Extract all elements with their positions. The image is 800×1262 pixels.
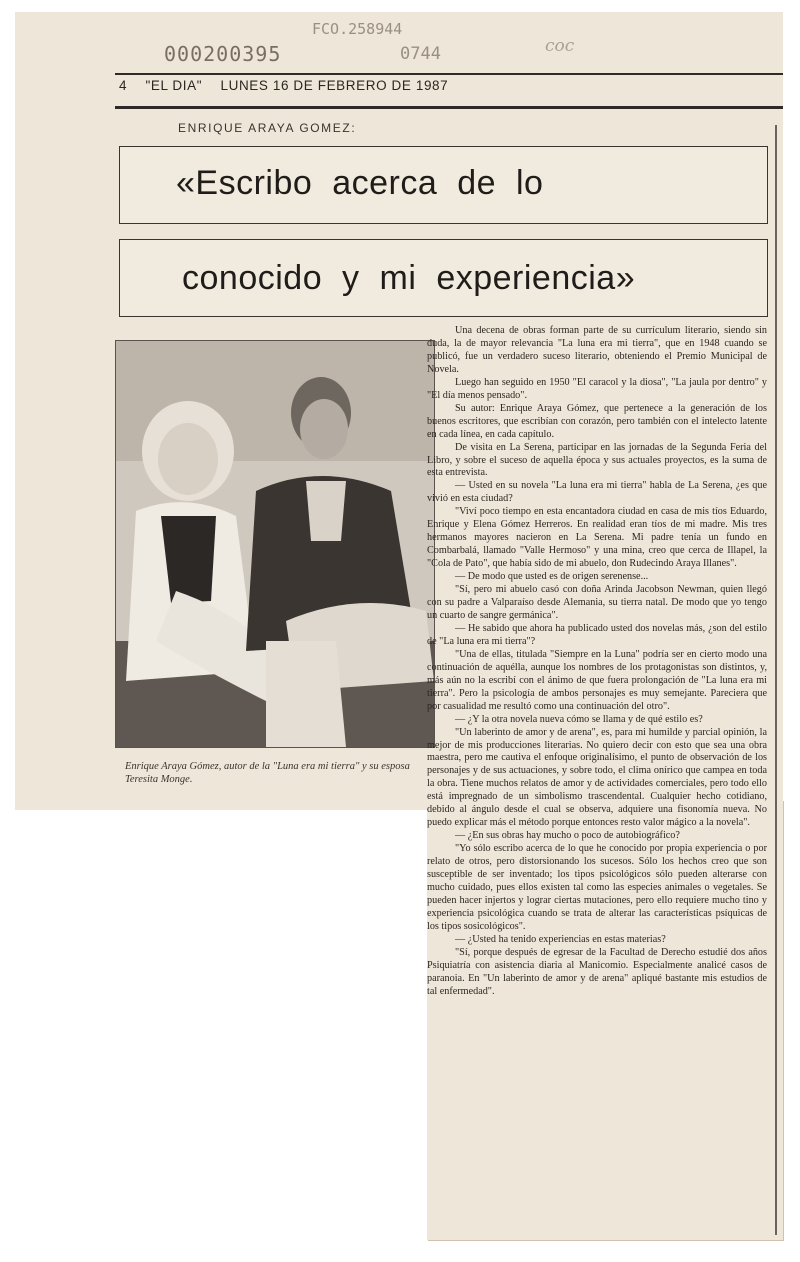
article-paragraph: "Un laberinto de amor y de arena", es, para mi humilde y parcial opinión, la mejor de mis producciones literarias. No quiero decir con esto que sea una obra maestra, pero me cautiva el enfoque originalísimo, el punto de observación de los personajes y de sus actuaciones, y sobre todo, el clima onírico que campea en toda la obra. Tiene muchos relatos de amor y de actividades comerciales, pero todo ello está impregnado de un simbolismo trascendental. Cualquier hecho cotidiano, debido al ángulo desde el cual se observa, adquiere una fisonomía nueva. No puedo explicar más el método porque entonces resto valor mágico a la novela". bbox=[427, 726, 767, 829]
article-paragraph: "Yo sólo escribo acerca de lo que he conocido por propia experiencia o por relato de otros, pero distorsionando los sucesos. Sólo los hechos creo que son susceptible de ser inventado; los tipos psicológicos sólo pueden alterarse con mucho cuidado, pues ellos existen tal como las especies animales o vegetales. Se pueden hacer injertos y lograr ciertas mutaciones, pero ello requiere mucho tino y experiencia psicológica cuando se trata de alterar las características psíquicas de los tipos sosicológicos". bbox=[427, 843, 767, 932]
portrait-illustration bbox=[116, 341, 434, 747]
article-paragraph: Luego han seguido en 1950 "El caracol y la diosa", "La jaula por dentro" y "El día menos pensado". bbox=[427, 376, 767, 401]
article-paragraph: "Sí, pero mi abuelo casó con doña Arinda Jacobson Newman, quien llegó con su padre a Valparaíso desde Alemania, su tierra natal. De modo que yo tengo un cuarto de sangre germánica". bbox=[427, 584, 767, 621]
article-paragraph: "Una de ellas, titulada "Siempre en la Luna" podría ser en cierto modo una continuación de aquélla, aunque los nombres de los protagonistas son distintos, y, más aún no la escribí con el ánimo de que fuera prolongación de "La luna era mi tierra". Pero la psicología de ambos personajes es muy semejante. Pareciera que por casualidad me resultó como una continuación del otro". bbox=[427, 648, 767, 712]
page-header bbox=[119, 78, 462, 93]
column-edge-line bbox=[775, 125, 777, 1235]
article-paragraph: De visita en La Serena, participar en las jornadas de la Segunda Feria del Libro, y sobre el suceso de aquella época y sus actuales proyectos, es la suma de esta entrevista. bbox=[427, 441, 767, 479]
article-paragraph: — De modo que usted es de origen serenense... bbox=[455, 571, 649, 583]
headline-box-2 bbox=[119, 239, 768, 317]
page-number: 4 bbox=[119, 78, 128, 93]
publication-date: LUNES 16 DE FEBRERO DE 1987 bbox=[220, 78, 449, 93]
article-paragraph: "Sí, porque después de egresar de la Facultad de Derecho estudié dos años Psiquiatría con asistencia diaria al Manicomio. Especialmente analicé casos de paranoia. En "Un laberinto de amor y de arena" apliqué bastante mis estudios de tal enfermedad". bbox=[427, 946, 767, 997]
article-paragraph: — ¿Usted ha tenido experiencias en estas materias? bbox=[455, 933, 666, 945]
article-paragraph: — ¿En sus obras hay mucho o poco de autobiográfico? bbox=[455, 830, 680, 842]
article-body bbox=[427, 325, 767, 1240]
header-rule-top bbox=[115, 73, 783, 75]
headline-line-2: conocido y mi experiencia» bbox=[182, 259, 636, 297]
archive-code-handwritten: 000200395 bbox=[164, 42, 282, 66]
archive-mark: coc bbox=[545, 36, 575, 56]
article-paragraph: — He sabido que ahora ha publicado usted dos novelas más, ¿son del estilo de "La luna era mi tierra"? bbox=[427, 622, 767, 647]
archive-code-faint: FCO.258944 bbox=[312, 20, 403, 38]
article-paragraph: Su autor: Enrique Araya Gómez, que pertenece a la generación de los buenos escritores, que escribían con corazón, pero también con el intelecto latente en cada línea, en cada capítulo. bbox=[427, 402, 767, 440]
article-paragraph: — Usted en su novela "La luna era mi tierra" habla de La Serena, ¿es que vivió en esta ciudad? bbox=[427, 480, 767, 505]
article-paragraph: — ¿Y la otra novela nueva cómo se llama y de qué estilo es? bbox=[455, 713, 703, 725]
photo-caption: Enrique Araya Gómez, autor de la "Luna era mi tierra" y su esposa Teresita Monge. bbox=[125, 761, 410, 785]
article-paragraph: Una decena de obras forman parte de su currículum literario, siendo sin duda, la de mayor relevancia "La luna era mi tierra", que en 1948 cuando se publicó, fue un verdadero suceso literario, obteniendo el Premio Municipal de Novela. bbox=[427, 325, 767, 375]
archive-code-number: 0744 bbox=[400, 44, 441, 64]
headline-line-1: «Escribo acerca de lo bbox=[176, 164, 544, 202]
portrait-photo bbox=[115, 340, 435, 748]
newspaper-name: "EL DIA" bbox=[145, 78, 203, 93]
headline-box-1 bbox=[119, 146, 768, 224]
article-paragraph: "Viví poco tiempo en esta encantadora ciudad en casa de mis tíos Eduardo, Enrique y Elena Gómez Herreros. En realidad eran tíos de mi madre. Mis tres hermanos mayores nacieron en La Serena. Mi padre tenía un fundo en Combarbalá, llamado "Valle Hermoso" y una mina, creo que cerca de Illapel, la "Cola de Pato", que había sido de mi abuelo, don Rudecindo Araya Illanes". bbox=[427, 506, 767, 570]
byline: ENRIQUE ARAYA GOMEZ: bbox=[178, 121, 357, 135]
header-rule-bottom bbox=[115, 106, 783, 109]
